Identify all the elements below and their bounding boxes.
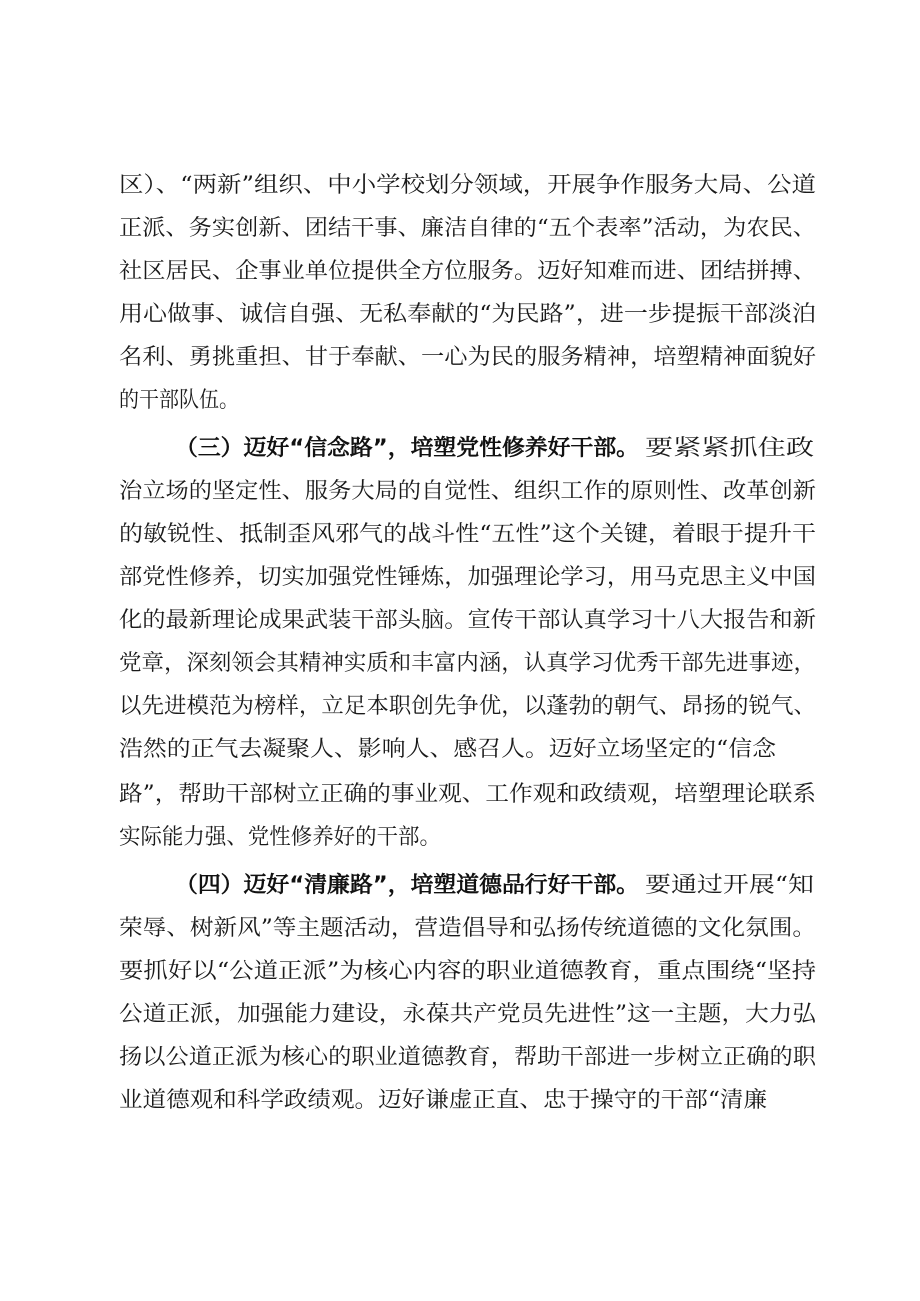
text-line [0,601,920,641]
text-line [0,952,920,992]
text-line [0,730,920,770]
paragraph-text: 业道德观和科学政绩观。迈好谦虚正直、忠于操守的干部“清廉 [119,1088,767,1113]
text-line [0,866,920,906]
paragraph-text: 名利、勇挑重担、甘于奉献、一心为民的服务精神，培塑精神面貌好 [119,345,816,370]
paragraph-text: 扬以公道正派为核心的职业道德教育，帮助干部进一步树立正确的职 [119,1045,816,1070]
text-line [0,687,920,727]
paragraph-text: 要通过开展“知 [645,873,814,898]
paragraph-text: 化的最新理论成果武装干部头脑。宣传干部认真学习十八大报告和新 [119,608,816,633]
paragraph-text: 党章，深刻领会其精神实质和丰富内涵，认真学习优秀干部先进事迹， [119,651,816,676]
paragraph-text: 的敏锐性、抵制歪风邪气的战斗性“五性”这个关键，着眼于提升干 [119,522,817,547]
text-line [0,644,920,684]
paragraph-text: 路”，帮助干部树立正确的事业观、工作观和政绩观，培塑理论联系 [119,782,816,807]
text-line [0,1081,920,1121]
text-line [0,775,920,815]
text-line [0,909,920,949]
text-line [0,472,920,512]
text-line [0,338,920,378]
paragraph-text: 公道正派，加强能力建设，永葆共产党员先进性”这一主题，大力弘 [119,1002,816,1027]
text-line [0,295,920,335]
paragraph-text: 正派、务实创新、团结干事、廉洁自律的“五个表率”活动，为农民、 [119,216,816,241]
text-line [0,252,920,292]
paragraph-text: 的干部队伍。 [119,388,239,413]
text-line [0,166,920,206]
text-line [0,818,920,858]
paragraph-text: 区）、“两新”组织、中小学校划分领域，开展争作服务大局、公道 [119,173,816,198]
text-line [0,209,920,249]
paragraph-text: 社区居民、企事业单位提供全方位服务。迈好知难而进、团结拼搏、 [119,259,816,284]
paragraph-text: 用心做事、诚信自强、无私奉献的“为民路”，进一步提振干部淡泊 [119,302,817,327]
paragraph-text: 实际能力强、党性修养好的干部。 [119,825,441,850]
paragraph-text: 治立场的坚定性、服务大局的自觉性、组织工作的原则性、改革创新 [119,479,816,504]
section-heading: （四）迈好“清廉路”，培塑道德品行好干部。 [175,873,639,898]
paragraph-text: 要抓好以“公道正派”为核心内容的职业道德教育，重点围绕“坚持 [119,959,816,984]
paragraph-text: 荣辱、树新风”等主题活动，营造倡导和弘扬传统道德的文化氛围。 [119,916,816,941]
paragraph-text: 以先进模范为榜样，立足本职创先争优，以蓬勃的朝气、昂扬的锐气、 [119,694,816,719]
text-line [0,558,920,598]
text-line [0,995,920,1035]
text-line [0,381,920,421]
section-heading: （三）迈好“信念路”，培塑党性修养好干部。 [175,436,639,461]
paragraph-text: 要紧紧抓住政 [645,436,814,461]
text-line [0,429,920,469]
text-line [0,515,920,555]
text-line [0,1038,920,1078]
paragraph-text: 浩然的正气去凝聚人、影响人、感召人。迈好立场坚定的“信念 [119,737,777,762]
paragraph-text: 部党性修养，切实加强党性锤炼，加强理论学习，用马克思主义中国 [119,565,816,590]
